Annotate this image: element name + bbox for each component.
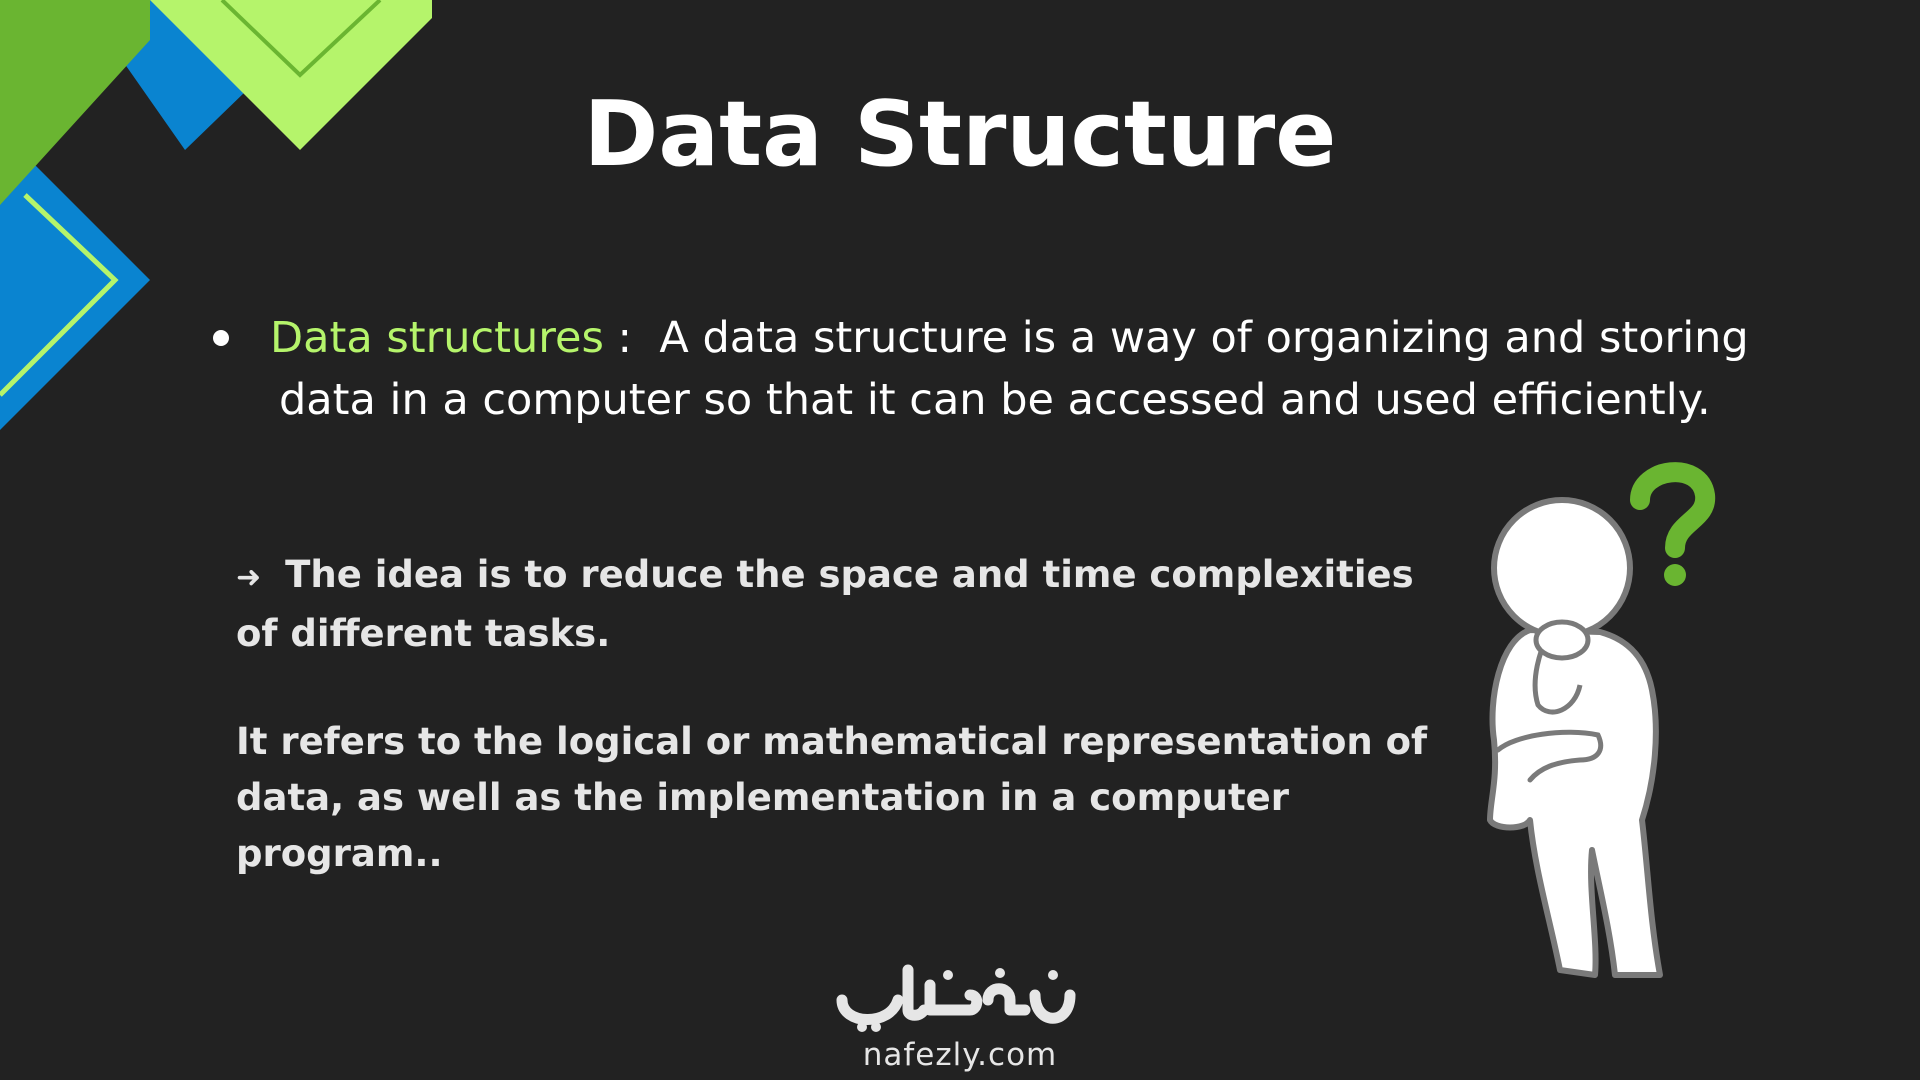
nafezly-arabic-wordmark <box>820 955 1100 1035</box>
paragraph-idea-text: The idea is to reduce the space and time complexities of different tasks. <box>236 553 1414 655</box>
bullet-dot-icon <box>213 330 229 346</box>
slide-title: Data Structure <box>583 82 1337 187</box>
bullet-line-1 <box>270 307 1749 369</box>
definition-text-line-2: data in a computer so that it can be accessed and used efficiently. <box>279 375 1711 425</box>
paragraph-refers: It refers to the logical or mathematical representation of data, as well as the implementation in a computer program.. <box>236 720 1428 875</box>
paragraph-idea <box>236 547 1456 662</box>
definition-term: Data structures <box>270 313 604 363</box>
definition-text-line-1: A data structure is a way of organizing and storing <box>659 313 1749 363</box>
arrow-right-icon: ➜ <box>236 560 262 595</box>
question-mark-icon <box>1640 472 1705 586</box>
nafezly-logo <box>820 955 1100 1080</box>
nafezly-latin-wordmark: nafezly.com <box>862 1037 1058 1073</box>
definition-separator: : <box>603 313 660 363</box>
thinking-person-illustration <box>1470 450 1725 985</box>
